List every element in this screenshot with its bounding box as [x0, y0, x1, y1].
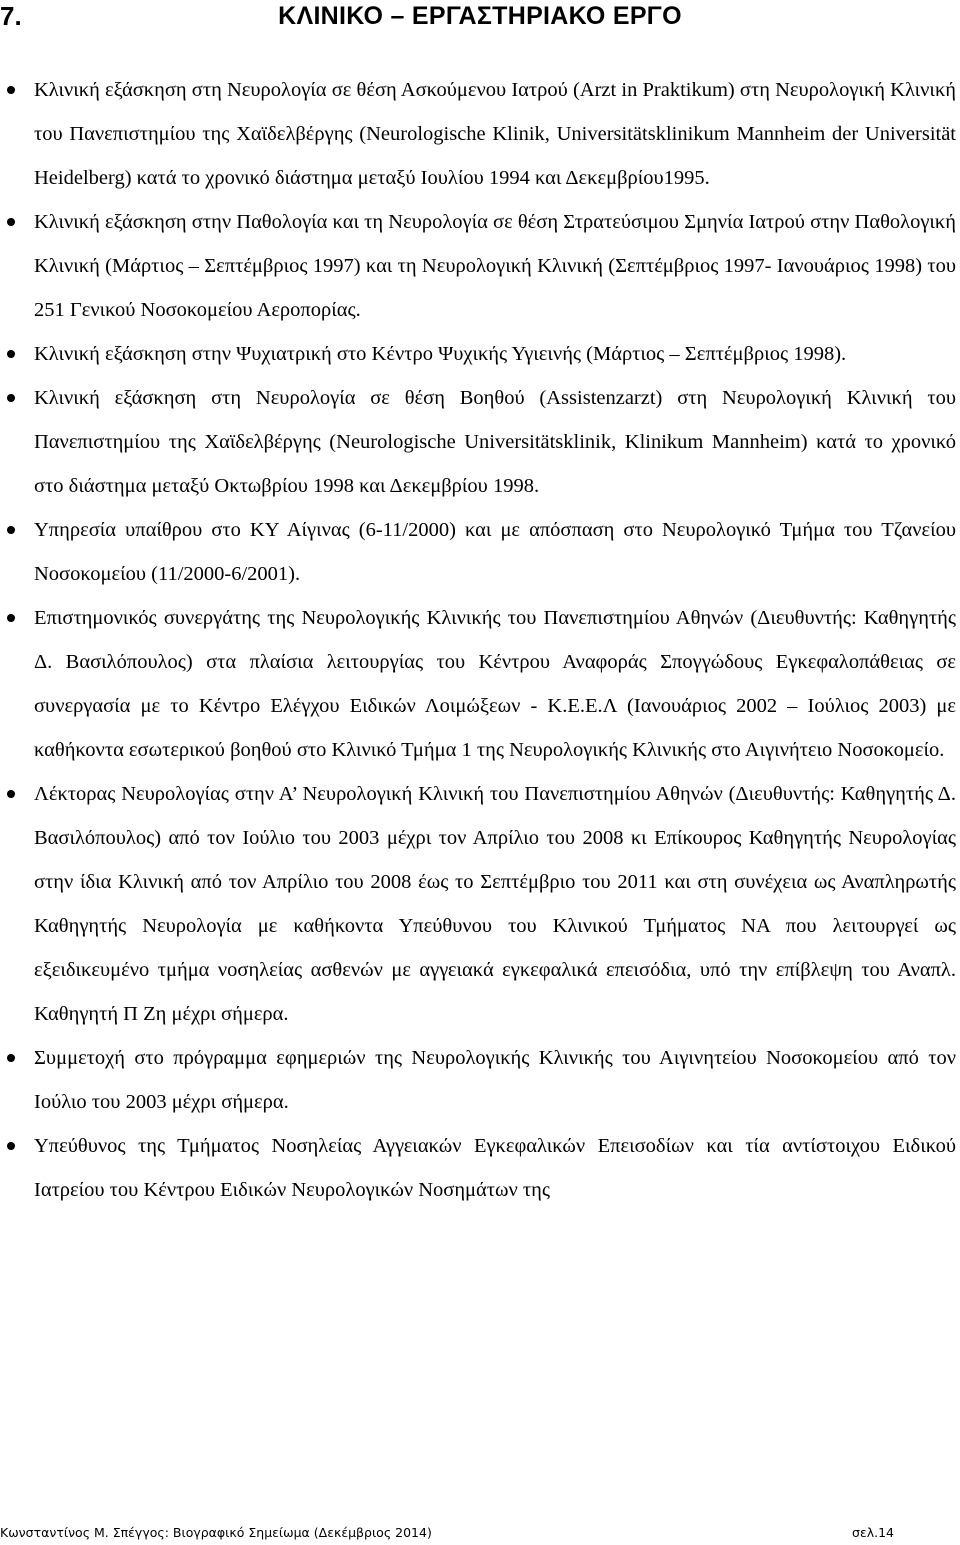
bullet-icon [7, 86, 15, 94]
page-header [0, 0, 960, 36]
list-item [0, 376, 960, 508]
list-item-text: Κλινική εξάσκηση στην Ψυχιατρική στο Κέντρο Ψυχικής Υγιεινής (Μάρτιος – Σεπτέμβριος 1998). [34, 343, 847, 365]
bullet-icon [7, 1142, 15, 1150]
experience-list [0, 68, 960, 1212]
list-item [0, 1036, 960, 1124]
bullet-icon [7, 350, 15, 358]
section-title: ΚΛΙΝΙΚΟ – ΕΡΓΑΣΤΗΡΙΑΚΟ ΕΡΓΟ [278, 2, 682, 30]
list-item [0, 772, 960, 1036]
list-item-text: Κλινική εξάσκηση στη Νευρολογία σε θέση Ασκούμενου Ιατρού (Arzt in Praktikum) στη Νευρολογική Κλινική του Πανεπιστημίου της Χαϊδελβέργης (Neurologische Klinik, Universitätsklinikum Mannheim der Universität Heidelberg) κατά το χρονικό διάστημα μεταξύ Ιουλίου 1994 και Δεκεμβρίου1995. [34, 79, 956, 189]
list-item-text: Κλινική εξάσκηση στην Παθολογία και τη Νευρολογία σε θέση Στρατεύσιμου Σμηνία Ιατρού στην Παθολογική Κλινική (Μάρτιος – Σεπτέμβριος 1997) και τη Νευρολογική Κλινική (Σεπτέμβριος 1997- Ιανουάριος 1998) του 251 Γενικού Νοσοκομείου Αεροπορίας. [34, 211, 956, 321]
list-item-text: Κλινική εξάσκηση στη Νευρολογία σε θέση Βοηθού (Assistenzarzt) στη Νευρολογική Κλινική του Πανεπιστημίου της Χαϊδελβέργης (Neurologische Universitätsklinik, Klinikum Mannheim) κατά το χρονικό στο διάστημα μεταξύ Οκτωβρίου 1998 και Δεκεμβρίου 1998. [34, 387, 956, 497]
bullet-icon [7, 218, 15, 226]
list-item [0, 68, 960, 200]
page-footer [0, 1521, 960, 1545]
bullet-icon [7, 394, 15, 402]
list-item-text: Επιστημονικός συνεργάτης της Νευρολογικής Κλινικής του Πανεπιστημίου Αθηνών (Διευθυντής: Καθηγητής Δ. Βασιλόπουλος) στα πλαίσια λειτουργίας του Κέντρου Αναφοράς Σπογγώδους Εγκεφαλοπάθειας σε συνεργασία με το Κέντρο Ελέγχου Ειδικών Λοιμώξεων - Κ.Ε.Ε.Λ (Ιανουάριος 2002 – Ιούλιος 2003) με καθήκοντα εσωτερικού βοηθού στο Κλινικό Τμήμα 1 της Νευρολογικής Κλινικής στο Αιγινήτειο Νοσοκομείο. [34, 607, 956, 761]
bullet-icon [7, 1054, 15, 1062]
list-item [0, 596, 960, 772]
list-item-text: Συμμετοχή στο πρόγραμμα εφημεριών της Νευρολογικής Κλινικής του Αιγινητείου Νοσοκομείου από τον Ιούλιο του 2003 μέχρι σήμερα. [34, 1047, 956, 1113]
list-item [0, 200, 960, 332]
bullet-icon [7, 614, 15, 622]
section-number: 7. [0, 1, 22, 31]
list-item-text: Λέκτορας Νευρολογίας στην Α’ Νευρολογική Κλινική του Πανεπιστημίου Αθηνών (Διευθυντής: Καθηγητής Δ. Βασιλόπουλος) από τον Ιούλιο του 2003 μέχρι τον Απρίλιο του 2008 κι Επίκουρος Καθηγητής Νευρολογίας στην ίδια Κλινική από τον Απρίλιο του 2008 έως το Σεπτέμβριο του 2011 και στη συνέχεια ως Αναπληρωτής Καθηγητής Νευρολογία με καθήκοντα Υπεύθυνου του Κλινικού Τμήματος ΝΑ που λειτουργεί ως εξειδικευμένο τμήμα νοσηλείας ασθενών με αγγειακά εγκεφαλικά επεισόδια, υπό την επίβλεψη του Αναπλ. Καθηγητή Π Ζη μέχρι σήμερα. [34, 783, 956, 1025]
page-number: σελ.14 [852, 1525, 894, 1540]
bullet-icon [7, 790, 15, 798]
footer-author-text: Κωνσταντίνος Μ. Σπέγγος: Βιογραφικό Σημείωμα (Δεκέμβριος 2014) [0, 1525, 432, 1540]
list-item [0, 1124, 960, 1212]
list-item [0, 332, 960, 376]
list-item-text: Υπηρεσία υπαίθρου στο ΚΥ Αίγινας (6-11/2000) και με απόσπαση στο Νευρολογικό Τμήμα του Τζανείου Νοσοκομείου (11/2000-6/2001). [34, 519, 956, 585]
bullet-icon [7, 526, 15, 534]
list-item [0, 508, 960, 596]
list-item-text: Υπεύθυνος της Τμήματος Νοσηλείας Αγγειακών Εγκεφαλικών Επεισοδίων και τία αντίστοιχου Ειδικού Ιατρείου του Κέντρου Ειδικών Νευρολογικών Νοσημάτων της [34, 1135, 956, 1201]
